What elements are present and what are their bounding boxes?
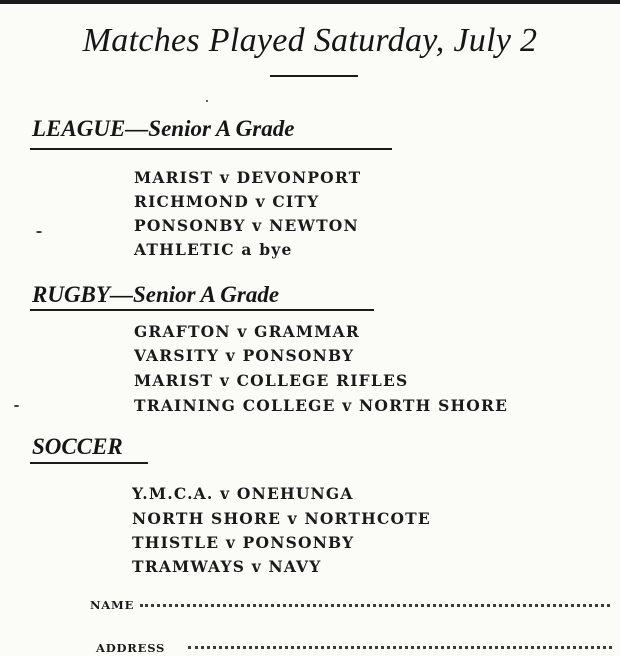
league-match-1: MARIST v DEVONPORT	[134, 168, 362, 187]
rugby-match-4: TRAINING COLLEGE v NORTH SHORE	[134, 396, 509, 415]
page-title: Matches Played Saturday, July 2	[82, 22, 538, 59]
soccer-heading: SOCCER	[32, 434, 123, 459]
rugby-match-2: VARSITY v PONSONBY	[134, 346, 355, 365]
soccer-match-2: NORTH SHORE v NORTHCOTE	[132, 509, 431, 528]
soccer-match-4: TRAMWAYS v NAVY	[132, 557, 322, 576]
rugby-heading-underline	[30, 309, 374, 311]
rugby-match-1: GRAFTON v GRAMMAR	[134, 322, 360, 341]
league-match-4: ATHLETIC a bye	[134, 240, 293, 259]
top-border-rule	[0, 0, 620, 4]
name-field[interactable]	[140, 604, 610, 607]
address-field[interactable]	[188, 646, 612, 649]
title-underline	[270, 75, 358, 77]
print-speck	[14, 405, 19, 407]
print-speck	[36, 231, 42, 233]
league-heading: LEAGUE—Senior A Grade	[32, 116, 295, 141]
name-label: NAME	[90, 598, 135, 612]
league-heading-underline	[30, 148, 392, 150]
address-label: ADDRESS	[96, 641, 166, 655]
league-match-2: RICHMOND v CITY	[134, 192, 320, 211]
soccer-match-1: Y.M.C.A. v ONEHUNGA	[132, 484, 354, 503]
rugby-heading: RUGBY—Senior A Grade	[32, 282, 280, 307]
print-speck	[206, 100, 208, 102]
league-match-3: PONSONBY v NEWTON	[134, 216, 359, 235]
rugby-match-3: MARIST v COLLEGE RIFLES	[134, 371, 409, 390]
soccer-match-3: THISTLE v PONSONBY	[132, 533, 355, 552]
soccer-heading-underline	[30, 462, 148, 464]
